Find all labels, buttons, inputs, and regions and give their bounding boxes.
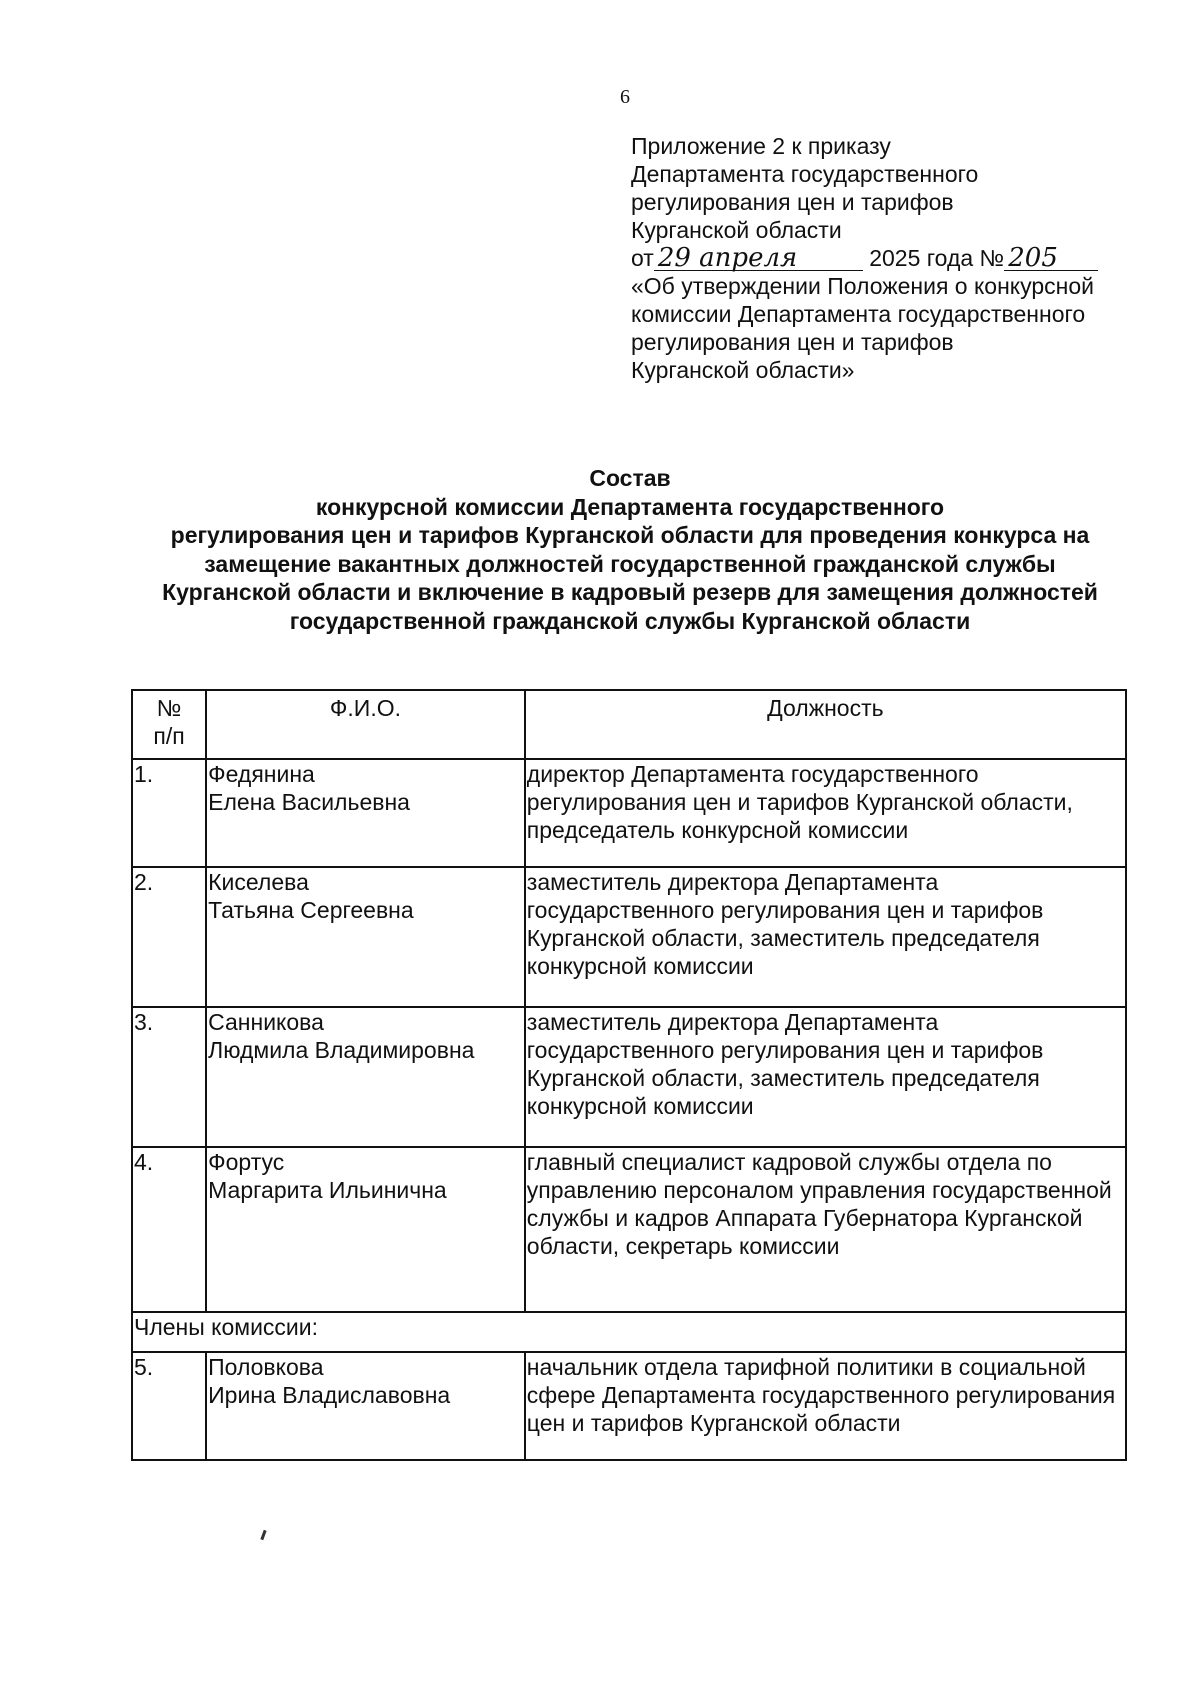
given-name: Маргарита Ильинична: [208, 1177, 447, 1203]
surname: Санникова: [208, 1009, 324, 1035]
appendix-line: комиссии Департамента государственного: [631, 301, 1086, 327]
table-header-row: [132, 690, 1126, 759]
surname: Половкова: [208, 1354, 324, 1380]
handwritten-date: 29 апреля: [654, 246, 863, 271]
year-label: 2025 года №: [869, 245, 1005, 271]
row-num: 4.: [132, 1147, 206, 1312]
given-name: Татьяна Сергеевна: [208, 897, 414, 923]
title-line: замещение вакантных должностей государственной гражданской службы: [204, 550, 1056, 577]
appendix-date-line: [631, 244, 1151, 272]
row-num: 3.: [132, 1007, 206, 1147]
handwritten-order-number: 205: [1004, 246, 1098, 271]
page-number: 6: [620, 86, 630, 108]
row-num: 2.: [132, 867, 206, 1007]
row-name: [206, 867, 525, 1007]
from-label: от: [631, 245, 654, 271]
row-name: [206, 1147, 525, 1312]
title-line: конкурсной комиссии Департамента государственного: [315, 493, 945, 520]
appendix-line: Курганской области: [631, 217, 842, 243]
surname: Федянина: [208, 761, 315, 787]
surname: Киселева: [208, 869, 309, 895]
header-num-line2: п/п: [153, 723, 185, 749]
row-position: заместитель директора Департамента государственного регулирования цен и тарифов Курганской области, заместитель председателя конкурсной комиссии: [525, 867, 1126, 1007]
title-line: Состав: [589, 465, 671, 491]
row-position: начальник отдела тарифной политики в социальной сфере Департамента государственного регулирования цен и тарифов Курганской области: [525, 1352, 1126, 1460]
given-name: Ирина Владиславовна: [208, 1382, 451, 1408]
appendix-line: Курганской области»: [631, 357, 855, 383]
appendix-line: Департамента государственного: [631, 161, 979, 187]
row-num: 1.: [132, 759, 206, 867]
table-row: [132, 1352, 1126, 1460]
title-line: Курганской области и включение в кадровый резерв для замещения должностей: [162, 579, 1098, 605]
appendix-line: регулирования цен и тарифов: [631, 329, 954, 355]
header-name: Ф.И.О.: [206, 690, 525, 759]
table-row: [132, 1147, 1126, 1312]
row-position: заместитель директора Департамента государственного регулирования цен и тарифов Курганской области, заместитель председателя конкурсной комиссии: [525, 1007, 1126, 1147]
appendix-header: [631, 132, 1151, 384]
row-num: 5.: [132, 1352, 206, 1460]
document-title: [120, 464, 1140, 635]
header-num: [132, 690, 206, 759]
table-row: [132, 867, 1126, 1007]
header-num-line1: №: [156, 695, 182, 721]
table-row: [132, 759, 1126, 867]
title-line: регулирования цен и тарифов Курганской области для проведения конкурса на: [170, 522, 1090, 548]
members-label: Члены комиссии:: [132, 1312, 1126, 1352]
row-name: [206, 1352, 525, 1460]
title-line: государственной гражданской службы Курганской области: [289, 607, 971, 634]
row-name: [206, 759, 525, 867]
row-position: главный специалист кадровой службы отдела по управлению персоналом управления государственной службы и кадров Аппарата Губернатора Курганской области, секретарь комиссии: [525, 1147, 1126, 1312]
appendix-line: «Об утверждении Положения о конкурсной: [631, 273, 1094, 299]
commission-table: [131, 689, 1127, 1461]
given-name: Людмила Владимировна: [208, 1037, 475, 1063]
members-section-row: [132, 1312, 1126, 1352]
header-position: Должность: [525, 690, 1126, 759]
row-name: [206, 1007, 525, 1147]
appendix-line: Приложение 2 к приказу: [631, 133, 891, 159]
table-row: [132, 1007, 1126, 1147]
surname: Фортус: [208, 1149, 285, 1175]
given-name: Елена Васильевна: [208, 789, 410, 815]
appendix-line: регулирования цен и тарифов: [631, 189, 954, 215]
row-position: директор Департамента государственного регулирования цен и тарифов Курганской области, председатель конкурсной комиссии: [525, 759, 1126, 867]
scan-speck: [260, 1530, 266, 1540]
